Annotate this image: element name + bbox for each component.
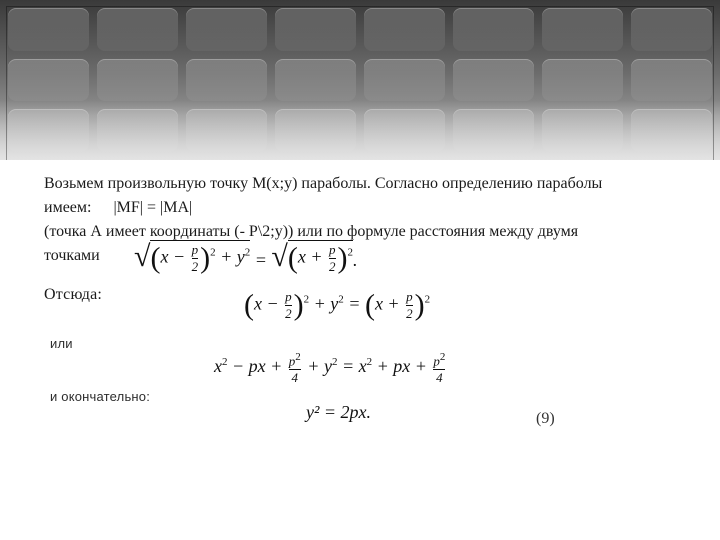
paren-open: ( [244, 288, 254, 322]
denominator: 2 [329, 259, 336, 274]
fraction-p-over-2 [329, 243, 336, 274]
text-line-4: точками [44, 247, 100, 264]
label-ili: или [50, 336, 73, 351]
fraction-p-over-2 [192, 243, 199, 274]
fraction-p-over-2 [406, 290, 413, 321]
numerator: $p^2$ [288, 351, 301, 369]
exponent: 2 [244, 246, 251, 259]
numerator: p [329, 242, 336, 257]
minus-sign: − [172, 246, 186, 267]
label-otsyuda: Отсюда: [44, 286, 103, 303]
distance-formula: √ (x − $\frac{p}{2}$ )$^2 + y^2$ = √ (x + $\frac{p}{2}$ )$^2$ . [134, 240, 358, 275]
paren-close: ) [414, 288, 425, 322]
exponent: 2 [347, 246, 354, 259]
paren-close: ) [293, 288, 304, 322]
paren-close: ) [200, 241, 211, 275]
equals-sign: = [254, 250, 267, 270]
var-x: x [160, 246, 169, 267]
fraction-p2-over-4 [433, 350, 445, 385]
expanded-formula: $x^2$ − px + $\frac{p^2}{4}$ + $y^2 = x^2$ + px + $\frac{p^2}{4}$ [214, 351, 446, 386]
fraction-p-over-2 [285, 290, 292, 321]
paren-close: ) [337, 241, 348, 275]
numerator: p [285, 289, 292, 304]
sqrt-right-body: (x + $\frac{p}{2}$ )$^2$ [287, 241, 354, 275]
exponent: 2 [331, 355, 338, 368]
text-line-1: Возьмем произвольную точку M(x;y) параболы. Согласно определению параболы [44, 175, 603, 192]
text-line-2 [44, 199, 192, 216]
radical-icon: √ [271, 240, 288, 273]
distance-equality: |MF| = |MA| [113, 199, 193, 216]
text-line-3: (точка А имеет координаты (- P\2;y)) или по формуле расстояния между двумя [44, 223, 579, 240]
radical-icon: √ [134, 240, 151, 273]
sqrt-left-body [150, 240, 250, 274]
paren-open: ( [364, 288, 375, 322]
banner-frame [6, 6, 714, 160]
numerator: p [191, 242, 199, 257]
exponent: 2 [303, 293, 310, 306]
exponent: 2 [210, 246, 216, 259]
denominator: 2 [406, 306, 413, 321]
equation-number: (9) [536, 410, 555, 427]
header-banner [0, 0, 720, 160]
sqrt-left [134, 240, 250, 274]
denominator: 2 [191, 259, 199, 274]
exponent: 2 [424, 293, 431, 306]
plus-y: + y [220, 246, 245, 267]
exponent: 2 [366, 355, 373, 368]
text-line-2-prefix: имеем: [44, 199, 92, 216]
paren-open: ( [287, 241, 298, 275]
final-formula: y² = 2px. [306, 402, 372, 422]
denominator: 2 [285, 306, 292, 321]
numerator: $p^2$ [433, 351, 446, 369]
sqrt-right [271, 240, 353, 274]
squared-formula: (x − $\frac{p}{2}$ )$^2 + y^2 = (x$ + $\frac{p}{2}$ )$^2$ [244, 288, 431, 322]
fraction-p2-over-4 [289, 350, 301, 385]
denominator: 4 [436, 370, 443, 386]
exponent: 2 [338, 293, 344, 306]
label-final: и окончательно: [50, 389, 151, 404]
exponent: 2 [222, 355, 228, 368]
paren-open: ( [150, 241, 161, 275]
numerator: p [406, 289, 413, 304]
denominator: 4 [291, 370, 299, 386]
